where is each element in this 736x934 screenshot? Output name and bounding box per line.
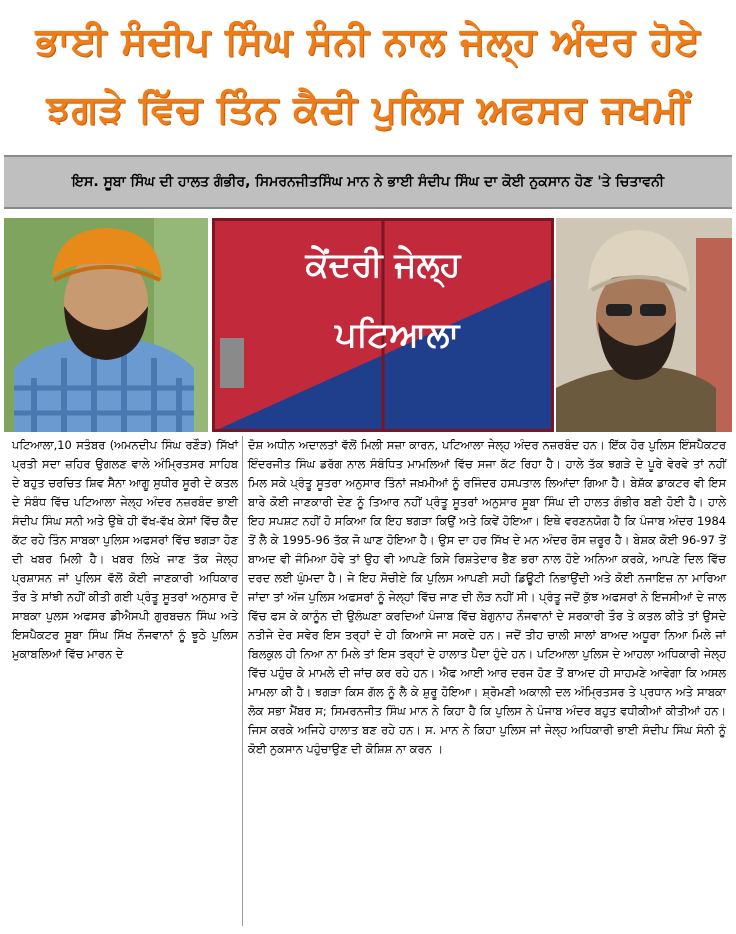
subheadline: ਇਸ. ਸੂਬਾ ਸਿੰਘ ਦੀ ਹਾਲਤ ਗੰਭੀਰ, ਸਿਮਰਨਜੀਤਸਿੰਘ ਮਾਨ ਨੇ ਭਾਈ ਸੰਦੀਪ ਸਿੰਘ ਦਾ ਕੋਈ ਨੁਕਸਾਨ ਹੋਣ 'ਤੇ ਚਿਤਾਵਨੀ: [4, 155, 732, 209]
headline-line-2: ਝਗੜੇ ਵਿੱਚ ਤਿੰਨ ਕੈਦੀ ਪੁਲਿਸ ਅ਼ਫਸਰ ਜਖਮੀਂ: [46, 87, 690, 131]
gate-text-line-1: ਕੇਂਦਰੀ ਜੇਲ੍ਹ: [305, 245, 461, 285]
gate-text-line-2: ਪਟਿਆਲਾ: [334, 315, 460, 355]
photo-jail-gate: [212, 218, 554, 432]
article-column-2: ਦੋਸ਼ ਅਧੀਨ ਅਦਾਲਤਾਂ ਵੱਲੋਂ ਮਿਲੀ ਸਜ਼ਾ ਕਾਰਨ, ਪਟਿਆਲਾ ਜੇਲ੍ਹ ਅੰਦਰ ਨਜ਼ਰਬੰਦ ਹਨ। ਇੱਕ ਹੋਰ ਪੁਲਿਸ ਇੰਸਪੈਕਟਰ ਇੰਦਰਜੀਤ ਸਿੰਘ ਡਰੱਗ ਨਾਲ ਸੰਬੰਧਿਤ ਮਾਮਲਿਆਂ ਵਿੱਚ ਸਜਾ ਕੱਟ ਰਿਹਾ ਹੈ। ਹਾਲੇ ਤੱਕ ਝਗੜੇ ਦੇ ਪੂਰੇ ਵੇਰਵੇ ਤਾਂ ਨਹੀਂ ਮਿਲ ਸਕੇ ਪ੍ਰੰਤੂ ਸੂਤਰਾ ਅਨੁਸਾਰ ਤਿੰਨਾਂ ਜਖ਼ਮੀਆਂ ਨੂੰ ਰਜਿੰਦਰ ਹਸਪਤਾਲ ਲਿਆਂਦਾ ਗਿਆ ਹੈ। ਬੇਸ਼ੱਕ ਡਾਕਟਰ ਵੀ ਇਸ ਬਾਰੇ ਕੋਈ ਜਾਣਕਾਰੀ ਦੇਣ ਨੂੰ ਤਿਆਰ ਨਹੀਂ ਪ੍ਰੰਤੂ ਸੂਤਰਾਂ ਅਨੁਸਾਰ ਸੂਬਾ ਸਿੰਘ ਦੀ ਹਾਲਤ ਗੰਭੀਰ ਬਣੀ ਹੋਈ ਹੈ। ਹਾਲੇ ਇਹ ਸਪਸ਼ਟ ਨਹੀਂ ਹੋ ਸਕਿਆ ਕਿ ਇਹ ਝਗੜਾ ਕਿਉਂ ਅਤੇ ਕਿਵੇਂ ਹੋਇਆ। ਇਥੇ ਵਰਣਨਯੋਗ ਹੈ ਕਿ ਪੰਜਾਬ ਅੰਦਰ 1984 ਤੋਂ ਲੈ ਕੇ 1995-96 ਤੱਕ ਜੋ ਘਾਣ ਹੋਇਆ ਹੈ। ਉਸ ਦਾ ਹਰ ਸਿੱਖ ਦੇ ਮਨ ਅੰਦਰ ਰੋਸ ਜ਼ਰੂਰ ਹੈ। ਬੇਸ਼ਕ ਕੋਈ 96-97 ਤੋਂ ਬਾਅਦ ਵੀ ਜੰਮਿਆ ਹੋਵੇ ਤਾਂ ਉਹ ਵੀ ਆਪਣੇ ਕਿਸੇ ਰਿਸ਼ਤੇਦਾਰ ਭੈਣ ਭਰਾ ਨਾਲ ਹੋਏ ਅਨਿਆ ਕਰਕੇ, ਆਪਣੇ ਦਿਲ ਵਿੱਚ ਦਰਦ ਲਈ ਘੁੰਮਦਾ ਹੈ। ਜੇ ਇਹ ਸੋਚੀਏ ਕਿ ਪੁਲਿਸ ਆਪਣੀ ਸਹੀ ਡਿਊਟੀ ਨਿਭਾਉਂਦੀ ਅਤੇ ਕੋਈ ਨਜਾਇਜ਼ ਨਾ ਮਾਰਿਆ ਜਾਂਦਾ ਤਾਂ ਅੱਜ ਪੁਲਿਸ ਅਫਸਰਾਂ ਨੂੰ ਜੇਲ੍ਹਾਂ ਵਿੱਚ ਜਾਣ ਦੀ ਲੋੜ ਨਹੀਂ ਸੀ। ਪ੍ਰੰਤੂ ਜਦੋਂ ਕੁੱਝ ਅਫਸਰਾਂ ਨੇ ਇਜਸੀਆਂ ਦੇ ਜਾਲ ਵਿੱਚ ਫਸ ਕੇ ਕਾਨੂੰਨ ਦੀ ਉਲੰਘਣਾ ਕਰਦਿਆਂ ਪੰਜਾਬ ਵਿੱਚ ਬੇਗੁਨਾਹ ਨੌਜਵਾਨਾਂ ਦੇ ਸਰਕਾਰੀ ਤੌਰ ਤੇ ਕਤਲ ਕੀਤੇ ਤਾਂ ਉਸਦੇ ਨਤੀਜੇ ਦੇਰ ਸਵੇਰ ਇਸ ਤਰ੍ਹਾਂ ਦੇ ਹੀ ਕਿਆਸੇ ਜਾ ਸਕਦੇ ਹਨ। ਜਦੋਂ ਤੀਹ ਚਾਲੀ ਸਾਲਾਂ ਬਾਅਦ ਅਧੂਰਾ ਨਿਆ ਮਿਲੇ ਜਾਂ ਬਿਲਕੁਲ ਹੀ ਨਿਆ ਨਾ ਮਿਲੇ ਤਾਂ ਇਸ ਤਰ੍ਹਾਂ ਦੇ ਹਾਲਾਤ ਪੈਦਾ ਹੁੰਦੇ ਹਨ। ਪਟਿਆਲਾ ਪੁਲਿਸ ਦੇ ਆਹਲਾ ਅਧਿਕਾਰੀ ਜੇਲ੍ਹ ਵਿੱਚ ਪਹੁੰਚ ਕੇ ਮਾਮਲੇ ਦੀ ਜਾਂਚ ਕਰ ਰਹੇ ਹਨ। ਐਫ ਆਈ ਆਰ ਦਰਜ ਹੋਣ ਤੋਂ ਬਾਅਦ ਹੀ ਸਾਹਮਣੇ ਆਵੇਗਾ ਕਿ ਅਸਲ ਮਾਮਲਾ ਕੀ ਹੈ। ਝਗੜਾ ਕਿਸ ਗੱਲ ਨੂੰ ਲੈ ਕੇ ਸ਼ੁਰੂ ਹੋਇਆ। ਸ਼੍ਰੋਮਣੀ ਅਕਾਲੀ ਦਲ ਅੰਮ੍ਰਿਤਸਰ ਤੇ ਪ੍ਰਧਾਨ ਅਤੇ ਸਾਬਕਾ ਲੋਕ ਸਭਾ ਮੈਂਬਰ ਸ; ਸਿਮਰਨਜੀਤ ਸਿੰਘ ਮਾਨ ਨੇ ਕਿਹਾ ਹੈ ਕਿ ਪੁਲਿਸ ਨੇ ਪੰਜਾਬ ਅੰਦਰ ਬਹੁਤ ਵਧੀਕੀਆਂ ਕੀਤੀਆਂ ਹਨ। ਜਿਸ ਕਰਕੇ ਅਜਿਹੇ ਹਾਲਾਤ ਬਣ ਰਹੇ ਹਨ। ਸ. ਮਾਨ ਨੇ ਕਿਹਾ ਪੁਲਿਸ ਜਾਂ ਜੇਲ੍ਹ ਅਧਿਕਾਰੀ ਭਾਈ ਸੰਦੀਪ ਸਿੰਘ ਸੰਨੀ ਨੂੰ ਕੋਈ ਨੁਕਸਾਨ ਪਹੁੰਚਾਉਣ ਦੀ ਕੋਸ਼ਿਸ਼ ਨਾ ਕਰਨ ।: [248, 438, 726, 756]
article-column-1: ਪਟਿਆਲਾ,10 ਸਤੰਬਰ (ਅਮਨਦੀਪ ਸਿੰਘ ਰਣੌੜ) ਸਿੱਖਾਂ ਪ੍ਰਤੀ ਸਦਾ ਜ਼ਹਿਰ ਉਗਲਣ ਵਾਲੇ ਅੰਮ੍ਰਿਤਸਰ ਸਾਹਿਬ ਦੇ ਬਹੁਤ ਚਰਚਿਤ ਸ਼ਿਵ ਸੈਨਾ ਆਗੂ ਸੁਧੀਰ ਸੂਰੀ ਦੇ ਕਤਲ ਦੇ ਸੰਬੰਧ ਵਿੱਚ ਪਟਿਆਲਾ ਜੇਲ੍ਹ ਅੰਦਰ ਨਜ਼ਰਬੰਦ ਭਾਈ ਸੰਦੀਪ ਸਿੰਘ ਸਨੀ ਅਤੇ ਉਥੇ ਹੀ ਵੱਖ-ਵੱਖ ਕੇਸਾਂ ਵਿੱਚ ਕੈਦ ਕੱਟ ਰਹੇ ਤਿੰਨ ਸਾਬਕਾ ਪੁਲਿਸ ਅਫਸਰਾਂ ਵਿੱਚ ਝਗੜਾ ਹੋਣ ਦੀ ਖਬਰ ਮਿਲੀ ਹੈ। ਖਬਰ ਲਿਖੇ ਜਾਣ ਤੱਕ ਜੇਲ੍ਹ ਪ੍ਰਸ਼ਾਸਨ ਜਾਂ ਪੁਲਿਸ ਵੱਲੋਂ ਕੋਈ ਜਾਣਕਾਰੀ ਅਧਿਕਾਰ ਤੌਰ ਤੇ ਸਾਂਝੀ ਨਹੀਂ ਕੀਤੀ ਗਈ ਪ੍ਰੰਤੂ ਸੂਤਰਾਂ ਅਨੁਸਾਰ ਦੋ ਸਾਬਕਾ ਪੁਲਸ ਅਫਸਰ ਡੀਐਸਪੀ ਗੁਰਬਚਨ ਸਿੰਘ ਅਤੇ ਇਸਪੈਕਟਰ ਸੂਬਾ ਸਿੰਘ ਸਿੱਖ ਨੌਜਵਾਨਾਂ ਨੂੰ ਝੂਠੇ ਪੁਲਿਸ ਮੁਕਾਬਲਿਆਂ ਵਿੱਚ ਮਾਰਨ ਦੇ: [12, 438, 238, 661]
headline-line-1: ਭਾਈ ਸੰਦੀਪ ਸਿੰਘ ਸੰਨੀ ਨਾਲ ਜੇਲ੍ਹ ਅੰਦਰ ਹੋਏ: [35, 19, 701, 63]
headline: [0, 0, 736, 150]
column-divider: [242, 436, 243, 926]
photo-police-officer: [556, 218, 732, 432]
photo-sandeep-singh: [4, 218, 208, 432]
